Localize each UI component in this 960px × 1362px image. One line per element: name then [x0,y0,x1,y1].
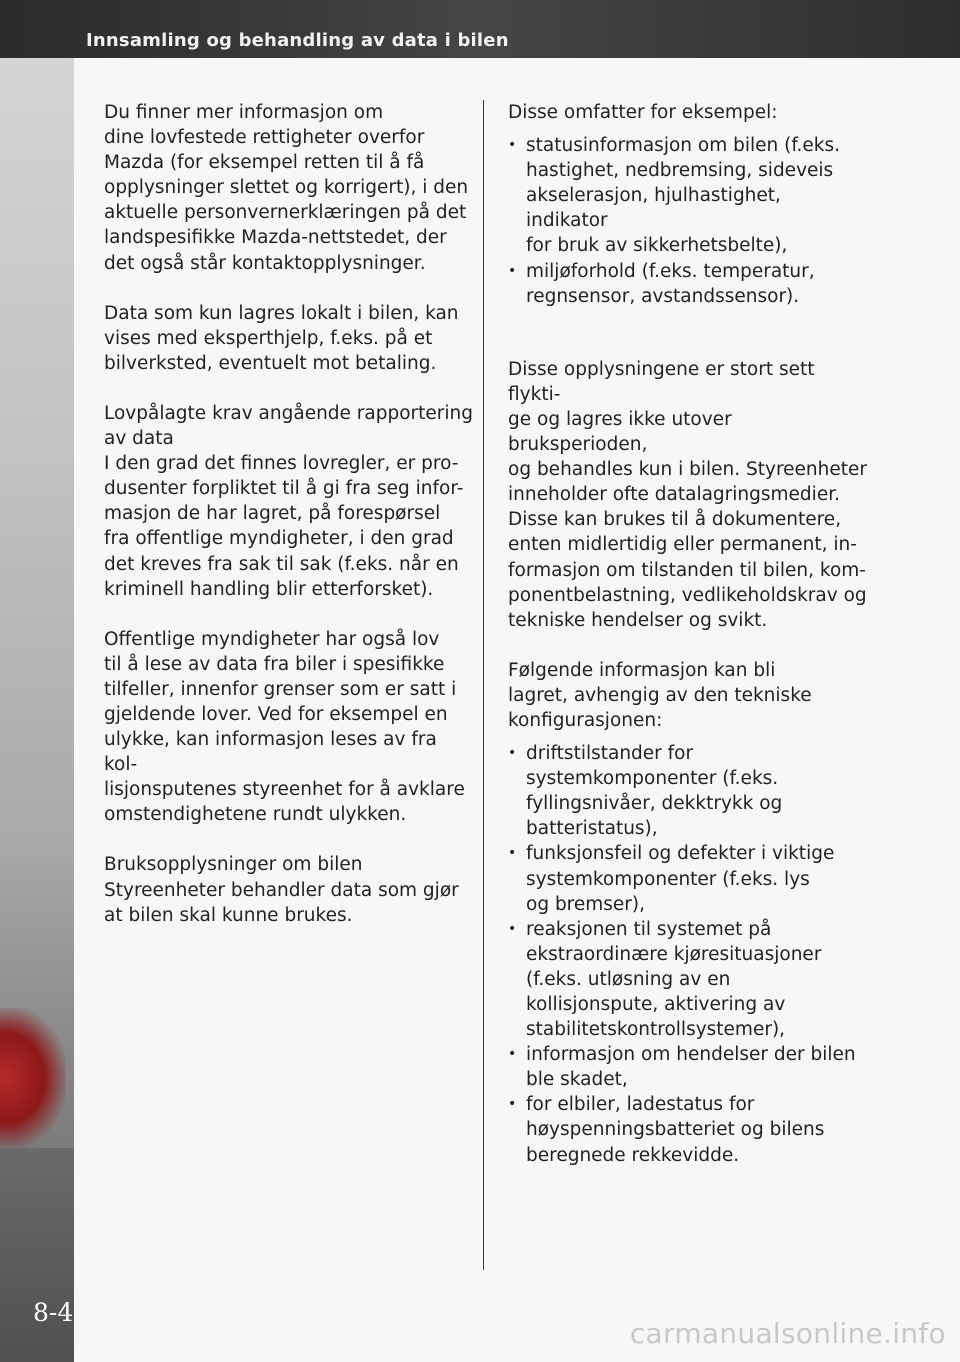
list-item: • miljøforhold (f.eks. temperatur, regnsensor, avstandssensor). [508,259,868,309]
list-item: • statusinformasjon om bilen (f.eks. hastighet, nedbremsing, sideveis akselerasjon, hjulhastighet, indikator for bruk av sikkerhetsbelte), [508,133,868,258]
right-column [508,100,868,1193]
column-divider [483,100,484,1270]
list-item: • reaksjonen til systemet på ekstraordinære kjøresituasjoner (f.eks. utløsning av en kollisjonspute, aktivering av stabilitetskontrollsystemer), [508,917,868,1042]
paragraph-volatile-data: Disse opplysningene er stort sett flykti- ge og lagres ikke utover bruksperioden, og behandles kun i bilen. Styreenheter inneholder ofte datalagringsmedier. Disse kan brukes til å dokumentere, enten midlertidig eller permanent, in- formasjon om tilstanden til bilen, kom- ponentbelastning, vedlikeholdskrav og tekniske hendelser og svikt. [508,358,868,631]
paragraph-local-data: Data som kun lagres lokalt i bilen, kan vises med eksperthjelp, f.eks. på et bilverksted, eventuelt mot betaling. [104,302,459,374]
bullet-list-stored [508,741,868,1168]
left-column [104,100,474,953]
page-number: 8-4 [33,1298,74,1327]
bullet-list-status [508,133,868,309]
list-item: • funksjonsfeil og defekter i viktige systemkomponenter (f.eks. lys og bremser), [508,841,868,916]
paragraph-legal-requirements: Lovpålagte krav angående rapportering av data I den grad det finnes lovregler, er pro- dusenter forpliktet til å gi fra seg infor- masjon de har lagret, på forespørsel fra offentlige myndigheter, i den grad det kreves fra sak til sak (f.eks. når en kriminell handling blir etterforsket). [104,402,474,600]
paragraph-stored-info: Følgende informasjon kan bli lagret, avhengig av den tekniske konfigurasjonen: [508,659,812,731]
page-header [0,0,960,58]
paragraph-usage-info: Bruksopplysninger om bilen Styreenheter behandler data som gjør at bilen skal kunne brukes. [104,854,459,926]
chapter-title: Innsamling og behandling av data i bilen [86,30,509,51]
side-photo-strip [0,58,74,1362]
paragraph-rights: Du finner mer informasjon om dine lovfestede rettigheter overfor Mazda (for eksempel retten til å få opplysninger slettet og korrigert), i den aktuelle personvernerklæringen på det landspesifikke Mazda-nettstedet, der det også står kontaktopplysninger. [104,102,469,274]
list-item: • for elbiler, ladestatus for høyspenningsbatteriet og bilens beregnede rekkevidde. [508,1092,868,1167]
car-image-fragment [0,1008,66,1148]
paragraph-intro: Disse omfatter for eksempel: [508,102,778,123]
list-item: • informasjon om hendelser der bilen ble skadet, [508,1042,868,1092]
watermark: carmanualsonline.info [629,1317,946,1350]
list-item: • driftstilstander for systemkomponenter (f.eks. fyllingsnivåer, dekktrykk og batteristatus), [508,741,868,841]
paragraph-authorities: Offentlige myndigheter har også lov til å lese av data fra biler i spesifikke tilfeller, innenfor grenser som er satt i gjeldende lover. Ved for eksempel en ulykke, kan informasjon leses av fra kol- lisjonsputenes styreenhet for å avklare omstendighetene rundt ulykken. [104,628,465,826]
road-image-fragment [0,1148,74,1362]
